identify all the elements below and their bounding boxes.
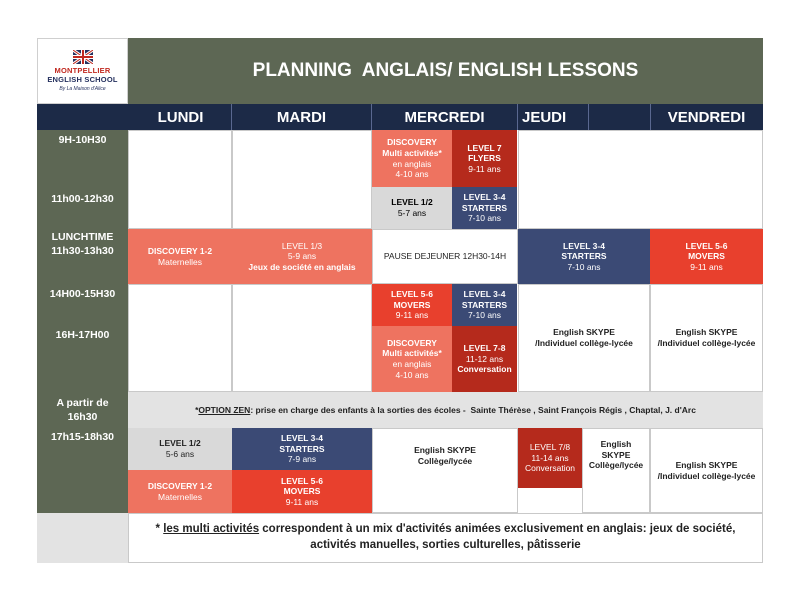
thu-level34-lunch: [518, 229, 650, 284]
cell-line: 7-10 ans: [467, 213, 502, 224]
cell-line: DISCOVERY 1-2: [147, 245, 213, 256]
cell-line: English SKYPE: [675, 459, 738, 470]
day-tuesday: MARDI: [276, 108, 327, 126]
header-divider: [517, 104, 518, 130]
cell-line: 9-11 ans: [468, 163, 501, 174]
cell-line: LEVEL 5-6: [281, 475, 323, 486]
time-16h: 16H-17H00: [55, 329, 110, 341]
header-divider: [231, 104, 232, 130]
day-monday: LUNDI: [157, 108, 204, 126]
cell-line: LEVEL 5-6: [685, 240, 728, 251]
cell-line: STARTERS: [279, 443, 325, 454]
cell-line: 9-11 ans: [395, 310, 429, 321]
cell-line: PAUSE DEJEUNER 12H30-14H: [383, 251, 507, 262]
cell-line: Conversation: [524, 463, 576, 474]
fri-skype-afternoon: [650, 284, 763, 392]
cell-line: English SKYPE: [553, 327, 615, 338]
logo-tagline: By La Maison d'Alice: [59, 86, 106, 92]
cell-line: en anglais: [392, 359, 432, 369]
cell-line: English SKYPE: [414, 445, 476, 455]
footnote-text: correspondent à un mix d'activités animées exclusivement en anglais: jeux de société, activités manuelles, sorties culturelles, pâtisserie: [259, 523, 736, 551]
cell-line: MOVERS: [688, 251, 725, 262]
cell-line: STARTERS: [461, 299, 508, 310]
footnote-text-block: [139, 522, 752, 553]
cell-line: Maternelles: [158, 256, 202, 267]
header-divider: [650, 104, 651, 130]
cell-line: FLYERS: [468, 153, 501, 164]
wed-level12: [372, 187, 452, 229]
time-17h15: 17h15-18h30: [50, 431, 115, 443]
wed-skype-evening: [372, 428, 518, 513]
option-zen-text: : prise en charge des enfants à la sorties des écoles - Sainte Thérèse , Saint François Régis , Chaptal, J. d'Arc: [250, 404, 696, 415]
cell-line: 7-10 ans: [567, 261, 601, 272]
fri-level56-lunch: [650, 229, 763, 284]
thu-skype-evening: [582, 428, 650, 513]
time-option-zen-1: A partir de: [56, 397, 109, 409]
cell-line: LEVEL 1/2: [159, 438, 201, 449]
cell-line: Multi activités*: [382, 147, 442, 158]
wed-level56-movers: [372, 284, 452, 326]
cell-line: 11-12 ans: [465, 353, 504, 364]
option-zen-star: *: [195, 404, 199, 415]
thu-skype-afternoon: [518, 284, 650, 392]
cell-line: DISCOVERY: [387, 137, 437, 148]
top-left-dark-strip: [37, 104, 128, 130]
fri-skype-evening: [650, 428, 763, 513]
time-column: [37, 130, 128, 513]
tue-level56-evening: [232, 470, 372, 513]
mon-discovery-lunch: [128, 229, 232, 284]
time-lunch-hours: 11h30-13h30: [51, 245, 114, 257]
cell-line: 5-6 ans: [165, 449, 195, 459]
footnote-underlined: les multi activités: [163, 523, 260, 536]
wed-level7-flyers: [452, 130, 517, 187]
cell-line: Collège/lycée: [588, 460, 644, 471]
wed-level34-starters-morning: [452, 187, 517, 229]
footnote-star: *: [155, 523, 164, 536]
empty-cell: [128, 284, 232, 392]
day-thursday: JEUDI: [522, 108, 567, 126]
cell-line: LEVEL 3-4: [563, 240, 605, 251]
cell-line: DISCOVERY: [387, 337, 437, 348]
cell-line: 5-7 ans: [397, 208, 427, 218]
time-9h: 9H-10H30: [58, 134, 107, 146]
cell-line: LEVEL 3-4: [281, 433, 323, 444]
logo: [37, 38, 128, 104]
cell-line: /Individuel collège-lycée: [657, 338, 756, 348]
header-divider: [588, 104, 589, 130]
empty-cell: [232, 284, 372, 392]
cell-line: en anglais: [392, 158, 432, 169]
cell-line: Multi activités*: [382, 348, 442, 359]
day-friday: VENDREDI: [667, 108, 746, 126]
empty-cell: [518, 488, 582, 513]
tue-level13-lunch: [232, 229, 372, 284]
logo-line2: ENGLISH SCHOOL: [47, 75, 118, 84]
cell-line: DISCOVERY 1-2: [147, 480, 213, 491]
empty-cell: [128, 130, 232, 229]
cell-line: Conversation: [457, 364, 512, 375]
cell-line: Jeux de société en anglais: [248, 261, 356, 272]
union-jack-crest-icon: [73, 50, 93, 64]
cell-line: 9-11 ans: [690, 261, 723, 272]
cell-line: Maternelles: [158, 491, 202, 502]
time-lunch-label: LUNCHTIME: [51, 231, 114, 243]
wed-level34-starters-afternoon: [452, 284, 517, 326]
day-wednesday: MERCREDI: [404, 108, 485, 126]
thu-level78-evening: [518, 428, 582, 488]
empty-cell: [232, 130, 372, 229]
cell-line: Collège/lycée: [417, 455, 473, 466]
cell-line: 7-9 ans: [287, 454, 317, 465]
time-option-zen-2: 16h30: [67, 411, 98, 423]
cell-line: 4-10 ans: [395, 169, 429, 180]
cell-line: LEVEL 5-6: [391, 289, 433, 300]
page-title: PLANNING ANGLAIS/ ENGLISH LESSONS: [252, 60, 639, 81]
title-bar: [128, 38, 763, 104]
wed-pause-dejeuner: [372, 229, 518, 284]
mon-discovery-evening: [128, 470, 232, 513]
cell-line: 7-10 ans: [467, 310, 502, 321]
cell-line: /Individuel collège-lycée: [657, 470, 756, 481]
header-divider: [371, 104, 372, 130]
cell-line: LEVEL 7: [467, 142, 502, 153]
option-zen-label: OPTION ZEN: [198, 404, 251, 415]
cell-line: MOVERS: [283, 486, 321, 497]
footnote-left-strip: [37, 513, 128, 563]
cell-line: LEVEL 3-4: [463, 289, 506, 300]
empty-cell: [518, 130, 763, 229]
cell-line: STARTERS: [461, 202, 508, 213]
cell-line: /Individuel collège-lycée: [535, 338, 633, 348]
cell-line: STARTERS: [561, 251, 607, 262]
cell-line: 5-9 ans: [287, 251, 317, 262]
cell-line: 11-14 ans: [531, 452, 569, 463]
cell-line: 4-10 ans: [395, 369, 429, 380]
cell-line: LEVEL 7/8: [529, 442, 571, 453]
time-11h: 11h00-12h30: [51, 193, 114, 205]
option-zen-banner: [128, 392, 763, 428]
cell-line: MOVERS: [393, 299, 431, 310]
cell-line: SKYPE: [601, 449, 631, 460]
wed-level78-conversation: [452, 326, 517, 392]
cell-line: English: [600, 439, 632, 449]
mon-level12-evening: [128, 428, 232, 470]
cell-line: LEVEL 7-8: [463, 343, 506, 354]
cell-line: LEVEL 3-4: [463, 192, 506, 203]
cell-line: 9-11 ans: [285, 496, 319, 507]
tue-level34-evening: [232, 428, 372, 470]
cell-line: LEVEL 1/2: [391, 197, 433, 208]
time-14h: 14H00-15H30: [49, 288, 116, 300]
logo-line1: MONTPELLIER: [54, 66, 111, 75]
cell-line: English SKYPE: [675, 327, 738, 338]
wed-discovery-afternoon: [372, 326, 452, 392]
wed-discovery-morning: [372, 130, 452, 187]
cell-line: LEVEL 1/3: [281, 240, 323, 251]
footnote: [128, 513, 763, 563]
